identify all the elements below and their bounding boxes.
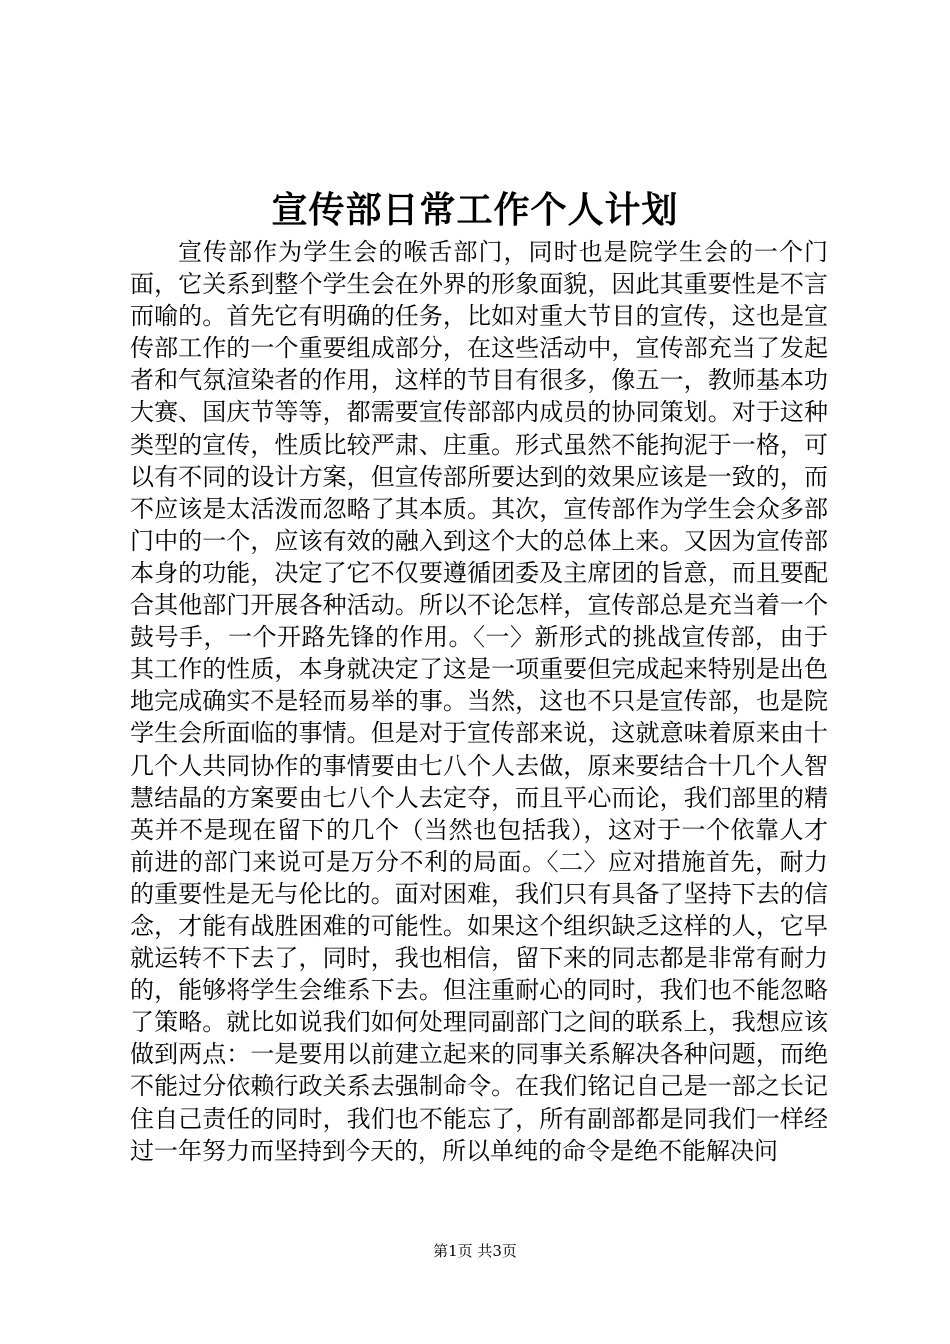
page-number-footer: 第1页 共3页	[433, 1242, 517, 1260]
document-title: 宣传部日常工作个人计划	[271, 189, 679, 231]
document-body-paragraph: 宣传部作为学生会的喉舌部门，同时也是院学生会的一个门面，它关系到整个学生会在外界的形象面貌，因此其重要性是不言而喻的。首先它有明确的任务，比如对重大节目的宣传，这也是宣传部工作的一个重要组成部分，在这些活动中，宣传部充当了发起者和气氛渲染者的作用，这样的节目有很多，像五一，教师基本功大赛、国庆节等等，都需要宣传部部内成员的协同策划。对于这种类型的宣传，性质比较严肃、庄重。形式虽然不能拘泥于一格，可以有不同的设计方案，但宣传部所要达到的效果应该是一致的，而不应该是太活泼而忽略了其本质。其次，宣传部作为学生会众多部门中的一个，应该有效的融入到这个大的总体上来。又因为宣传部本身的功能，决定了它不仅要遵循团委及主席团的旨意，而且要配合其他部门开展各种活动。所以不论怎样，宣传部总是充当着一个鼓号手，一个开路先锋的作用。〈一〉新形式的挑战宣传部，由于其工作的性质，本身就决定了这是一项重要但完成起来特别是出色地完成确实不是轻而易举的事。当然，这也不只是宣传部，也是院学生会所面临的事情。但是对于宣传部来说，这就意味着原来由十几个人共同协作的事情要由七八个人去做，原来要结合十几个人智慧结晶的方案要由七八个人去定夺，而且平心而论，我们部里的精英并不是现在留下的几个（当然也包括我），这对于一个依靠人才前进的部门来说可是万分不利的局面。〈二〉应对措施首先，耐力的重要性是无与伦比的。面对困难，我们只有具备了坚持下去的信念，才能有战胜困难的可能性。如果这个组织缺乏这样的人，它早就运转不下去了，同时，我也相信，留下来的同志都是非常有耐力的，能够将学生会维系下去。但注重耐心的同时，我们也不能忽略了策略。就比如说我们如何处理同副部门之间的联系上，我想应该做到两点：一是要用以前建立起来的同事关系解决各种问题，而绝不能过分依赖行政关系去强制命令。在我们铭记自己是一部之长记住自己责任的同时，我们也不能忘了，所有副部都是同我们一样经过一年努力而坚持到今天的，所以单纯的命令是绝不能解决问	[130, 238, 828, 1165]
